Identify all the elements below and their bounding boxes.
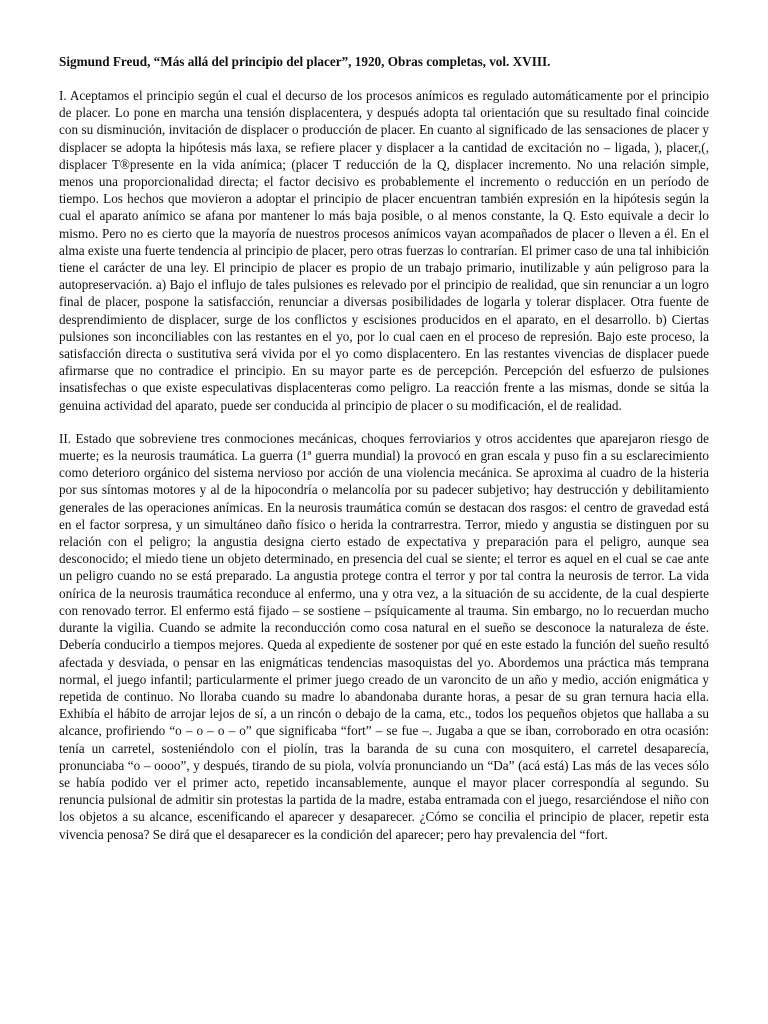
- document-title: Sigmund Freud, “Más allá del principio del placer”, 1920, Obras completas, vol. XVIII.: [59, 54, 551, 69]
- paragraph-section-1: I. Aceptamos el principio según el cual el decurso de los procesos anímicos es regulado automáticamente por el principio de placer. Lo pone en marcha una tensión displacentera, y después adopta tal orientación que su resultado final coincide con su disminución, invitación de displacer o producción de placer. En cuanto al significado de las sensaciones de placer y displacer se adopta la hipótesis más laxa, se refiere placer y displacer a la cantidad de excitación no – ligada, ), placer,(, displacer T®presente en la vida anímica; (placer T reducción de la Q, displacer incremento. No una relación simple, menos una proporcionalidad directa; el factor decisivo es probablemente el incremento o reducción en un período de tiempo. Los hechos que movieron a adoptar el principio de placer encuentran también expresión en la hipótesis según la cual el aparato anímico se afana por mantener lo más baja posible, o al menos constante, la Q. Esto equivale a decir lo mismo. Pero no es cierto que la mayoría de nuestros procesos anímicos vayan acompañados de placer o lleven a él. En el alma existe una fuerte tendencia al principio de placer, pero otras fuerzas lo contrarían. El primer caso de una tal inhibición tiene el carácter de una ley. El principio de placer es propio de un trabajo primario, inutilizable y aún peligroso para la autopreservación. a) Bajo el influjo de tales pulsiones es relevado por el principio de realidad, que sin renunciar a un logro final de placer, pospone la satisfacción, renunciar a diversas posibilidades de logarla y tolerar displacer. Otra fuente de desprendimiento de displacer, surge de los conflictos y escisiones producidos en el aparato, en el desarrollo. b) Ciertas pulsiones son inconciliables con las restantes en el yo, por lo cual caen en el proceso de represión. Bajo este proceso, la satisfacción directa o sustitutiva será vivida por el yo como displacentero. En las restantes vivencias de displacer puede afirmarse que no contradice el principio. En su mayor parte es de percepción. Percepción del esfuerzo de pulsiones insatisfechas o que existe especulativas displacenteras como peligro. La reacción frente a las mismas, donde se sitúa la genuina actividad del aparato, puede ser conducida al principio de placer o su modificación, el de realidad.: [59, 88, 709, 413]
- paragraph-section-2: II. Estado que sobreviene tres conmociones mecánicas, choques ferroviarios y otros accidentes que aparejaron riesgo de muerte; es la neurosis traumática. La guerra (1ª guerra mundial) la provocó en gran escala y puso fin a su esclarecimiento como deterioro orgánico del sistema nervioso por acción de una violencia mecánica. Se aproxima al cuadro de la histeria por sus síntomas motores y al de la hipocondría o melancolía por su padecer subjetivo; hay destrucción y debilitamiento generales de las operaciones anímicas. En la neurosis traumática común se destacan dos rasgos: el centro de gravedad está en el factor sorpresa, y un simultáneo daño físico o herida la contrarrestra. Terror, miedo y angustia se distinguen por su relación con el peligro; la angustia designa cierto estado de expectativa y preparación para el peligro, aunque sea desconocido; el miedo tiene un objeto determinado, en presencia del cual se siente; el terror es aquel en el cual se cae ante un peligro cuando no se está preparado. La angustia protege contra el terror y por tal contra la neurosis de terror. La vida onírica de la neurosis traumática reconduce al enfermo, una y otra vez, a la situación de su accidente, de la cual despierte con renovado terror. El enfermo está fijado – se sostiene – psíquicamente al trauma. Sin embargo, no lo recuerdan mucho durante la vigilia. Cuando se admite la reconducción como cosa natural en el sueño se desconoce la naturaleza de éste. Debería conducirlo a tiempos mejores. Queda al expediente de sostener por qué en este estado la función del sueño resultó afectada y desviada, o pensar en las enigmáticas tendencias masoquistas del yo. Abordemos una práctica más temprana normal, el juego infantil; particularmente el primer juego creado de un varoncito de un año y medio, acción enigmática y repetida de continuo. No lloraba cuando su madre lo abandonaba durante horas, a pesar de su gran ternura hacia ella. Exhibía el hábito de arrojar lejos de sí, a un rincón o debajo de la cama, etc., todos los pequeños objetos que hallaba a su alcance, profiriendo “o – o – o – o” que significaba “fort” – se fue –. Jugaba a que se iban, corroborado en otra ocasión: tenía un carretel, sosteniéndolo con el piolín, tras la baranda de su cuna con mosquitero, el carretel desaparecía, pronunciaba “o – oooo”, y después, tirando de su piola, volvía pronunciando un “Da” (acá está) Las más de las veces sólo se había podido ver el primer acto, repetido incansablemente, aunque el mayor placer correspondía al segundo. Su renuncia pulsional de admitir sin protestas la partida de la madre, estaba entramada con el juego, resarciéndose el niño con los objetos a su alcance, escenificando el aparecer y desaparecer. ¿Cómo se concilia el principio de placer, repetir esta vivencia penosa? Se dirá que el desaparecer es la condición del aparecer; pero hay prevalencia del “fort.: [59, 430, 709, 842]
